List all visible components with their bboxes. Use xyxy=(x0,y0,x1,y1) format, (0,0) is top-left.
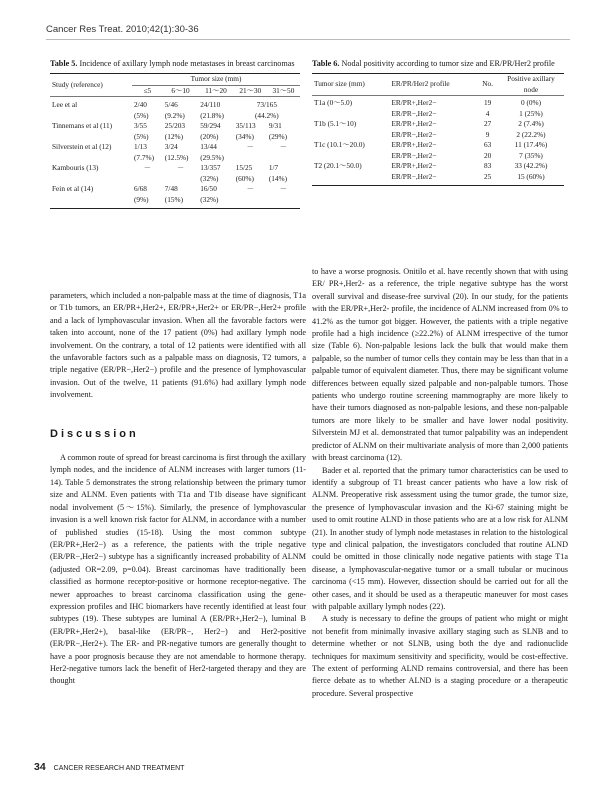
study-name: Lee et al xyxy=(52,100,78,109)
table-5-study-header: Study (reference) xyxy=(50,74,132,97)
table-cell: (9%) xyxy=(132,195,163,209)
table-cell: (32%) xyxy=(198,195,233,209)
table-cell: (34%) xyxy=(235,131,254,141)
table-5-label: Table 5. xyxy=(50,59,78,68)
table-cell: T2 (20.1～50.0) xyxy=(314,161,362,170)
table-cell: (44.2%) xyxy=(254,110,279,120)
body-paragraph: Bader et al. reported that the primary tumor characteristics can be used to identify a subgroup of T1 breast cancer patients who have a low risk of ALNM. Preoperative risk assessment using the tumor grade, the tumor size, the presence of lymphovascular invasion and the Ki-67 staining might be used to omit routine ALND in those patients who are at a low risk for ALNM (21). In another study of lymph node metastases in relation to the histological type and clinical palpation, the investigators concluded that routine ALND could be omitted in those clinically node negative patients with stage T1a disease, a lymphovascular-negative tumor or a small tubular or mucinous carcinoma (<15 mm). However, dissection should be carried out for all the other cases, and it should be used as a therapeutic maneuver for most cases with palpable axillary lymph nodes (22). xyxy=(312,465,568,611)
table-cell: (32%) xyxy=(200,173,219,183)
table-cell: 2 (7.4%) xyxy=(518,119,544,128)
table-cell: (7.7%) xyxy=(133,152,155,162)
table-cell: － xyxy=(143,163,152,172)
table-cell: 83 xyxy=(483,161,492,170)
table-cell: (5%) xyxy=(133,110,149,120)
table-6-header: ER/PR/Her2 profile xyxy=(389,74,477,96)
table-row xyxy=(50,142,300,153)
table-5-tumor-size-header: Tumor size (mm) xyxy=(132,74,300,86)
table-cell: 73/165 xyxy=(256,100,277,109)
table-cell xyxy=(312,172,389,186)
table-cell: (21.8%) xyxy=(200,110,224,120)
table-cell: 35/113 xyxy=(235,121,256,130)
table-6-grid xyxy=(312,73,564,186)
table-cell: 3/55 xyxy=(133,121,147,130)
table-cell: 13/44 xyxy=(200,142,217,151)
table-cell: 5/46 xyxy=(164,100,178,109)
table-row xyxy=(312,140,564,151)
table-5-size-col: 6～10 xyxy=(163,85,198,97)
table-cell: ER/PR−,Her2− xyxy=(391,108,437,118)
table-6-header: Positive axillary node xyxy=(498,74,564,96)
table-cell: － xyxy=(279,142,288,151)
table-6-caption xyxy=(312,58,564,69)
table-row xyxy=(50,184,300,195)
table-cell: 33 (42.2%) xyxy=(514,161,548,170)
table-row xyxy=(50,163,300,174)
table-cell: 63 xyxy=(483,140,492,149)
table-cell: 9 xyxy=(485,129,490,139)
body-paragraph: A study is necessary to define the groups of patient who might or might not benefit from minimally invasive axillary staging such as SLNB and to determine whether or not SLNB, using both the dye and radionuclide techniques for maximum sensitivity and specificity, would be cost-effective. The extent of performing ALND remains controversial, and there has been fierce debate as to whether ALND is a staging procedure or a therapeutic procedure. Several prospective xyxy=(312,614,568,698)
running-title: Cancer Res Treat. 2010;42(1):30-36 xyxy=(46,24,199,35)
table-5-caption-text: Incidence of axillary lymph node metastases in breast carcinomas xyxy=(79,59,295,68)
section-heading: Discussion xyxy=(50,427,139,440)
table-row xyxy=(312,119,564,130)
table-row xyxy=(50,111,300,122)
table-cell: T1c (10.1～20.0) xyxy=(314,140,365,149)
table-cell: 15/25 xyxy=(235,163,253,172)
table-5-caption xyxy=(50,58,300,69)
table-cell: T1b (5.1～10) xyxy=(314,119,357,128)
table-cell: 1/7 xyxy=(268,163,279,172)
table-row xyxy=(50,195,300,209)
table-5-grid xyxy=(50,73,300,209)
table-cell: ER/PR−,Her2− xyxy=(391,150,437,160)
table-cell: (14%) xyxy=(268,173,288,183)
table-row xyxy=(50,153,300,164)
table-cell: (60%) xyxy=(235,173,254,183)
table-cell: 25/203 xyxy=(164,121,186,130)
table-cell: 20 xyxy=(483,150,492,160)
table-cell: － xyxy=(176,163,185,172)
table-row xyxy=(50,174,300,185)
study-name: Silverstein et al (12) xyxy=(52,142,112,151)
table-cell: ER/PR+,Her2− xyxy=(391,98,437,107)
table-cell: 9/31 xyxy=(268,121,282,130)
body-paragraph: to have a worse prognosis. Onitilo et al. have recently shown that with using ER/ PR+,Her2- as a reference, the triple negative subtype has the worst overall survival and disease-free survival (20). In our study, for the patients with the ER/PR+,Her2- profile, the incidence of ALNM increased from 0% to 41.2% as the tumor got bigger. However, the patients with a triple negative profile had a high incidence (≥22.2%) of ALNM irrespective of the tumor size (Table 6). Non-palpable lesions lack the bulk that would make them palpable, so the number of tumor cells they contain may be less than that in a palpable tumor of equivalent diameter. Thus, there may be significant volume differences between equally sized palpable and non-palpable tumors. Those patients who undergo routine screening mammography are more likely to have their tumors diagnosed as non-palpable lesions, and these non-palpable tumors are more likely to be smaller and have lower nodal positivity. Silverstein MJ et al. demonstrated that tumor palpability was an independent predictor of ALNM on their multivariate analysis of more than 2,000 patients with breast carcinoma (12). xyxy=(312,267,568,463)
table-cell: ER/PR+,Her2− xyxy=(391,161,437,170)
table-row xyxy=(312,161,564,172)
table-cell: 15 (60%) xyxy=(498,172,564,186)
table-cell xyxy=(312,130,389,141)
table-6-header: No. xyxy=(477,74,498,96)
table-cell: (5%) xyxy=(133,131,149,141)
table-cell: 4 xyxy=(485,108,490,118)
table-cell: 1/13 xyxy=(133,142,147,151)
table-cell: 24/110 xyxy=(200,100,221,109)
table-cell: ER/PR−,Her2− xyxy=(391,129,437,139)
table-5-size-col: 31～50 xyxy=(267,85,300,97)
table-6-caption-text: Nodal positivity according to tumor size and ER/PR/Her2 profile xyxy=(341,59,555,68)
table-5 xyxy=(50,58,300,209)
table-5-size-col: ≤5 xyxy=(132,85,163,97)
table-row xyxy=(312,109,564,120)
table-cell: 6/68 xyxy=(133,184,147,193)
table-cell: 59/294 xyxy=(200,121,221,130)
table-cell: 16/50 xyxy=(200,184,217,193)
body-paragraph: parameters, which included a non-palpable mass at the time of diagnosis, T1a or T1b tumors, an ER/PR+,Her2+, ER/PR+,Her2+ or ER/PR−,Her2+ profile and a lack of lymphovascular invasion. When all the favorable factors were taken into account, none of the 17 patient (0%) had axillary lymph node involvement. On the contrary, a total of 12 patients were identified with all the unfavorable factors such as a palpable mass on diagnosis, T2 tumors, a triple negative (ER/PR−,Her2−) profile and the presence of lymphovascular invasion. Out of the twelve, 11 patients (91.6%) had axillary lymph node involvement. xyxy=(50,291,306,400)
table-cell: 27 xyxy=(483,119,492,128)
table-cell: ER/PR+,Her2− xyxy=(391,119,437,128)
table-cell: 19 xyxy=(483,98,492,107)
page-number: 34 xyxy=(34,761,46,773)
body-paragraph: A common route of spread for breast carcinoma is first through the axillary lymph nodes, and the incidence of ALNM increases with larger tumors (11-14). Table 5 demonstrates the strong relationship between the primary tumor size and ALNM. Even patients with T1a and T1b disease have significant nodal involvement (5～15%). Similarly, the presence of lymphovascular invasion is a well known risk factor for ALNM, in accordance with a number of published studies (15-18). Using the most common subtype (ER/PR+,Her2−) as a reference, the patients with the triple negative (ER/PR−,Her2−) subtype has a significantly increased probability of ALNM (adjusted OR=2.09, p=0.04). Breast carcinomas have traditionally been classified as hormone receptor-positive or hormone receptor-negative. The newer approaches to breast carcinoma classification using the gene-expression profiles and IHC biomarkers have recently identified at least four subtypes (19). These subtypes are luminal A (ER/PR+,Her2−), luminal B (ER/PR+,Her2+), basal-like (ER/PR−, Her2−) and Her2-positive (ER/PR−,Her2+). The ER- and PR-negative tumors are generally thought to have a poor prognosis because they are not amendable to hormone therapy. Her2-negative tumors lack the benefit of Her2-targeted therapy and they are thought xyxy=(50,453,307,686)
table-cell: － xyxy=(279,184,288,193)
table-cell: 2/40 xyxy=(133,100,147,109)
table-cell: 3/24 xyxy=(164,142,178,151)
table-cell: 7/48 xyxy=(164,184,178,193)
table-cell: 13/357 xyxy=(200,163,221,172)
table-6-header: Tumor size (mm) xyxy=(312,74,389,96)
table-cell: 2 (22.2%) xyxy=(516,129,546,139)
table-cell: 7 (35%) xyxy=(519,150,543,160)
table-cell: (20%) xyxy=(200,131,219,141)
table-cell: (12.5%) xyxy=(164,152,189,162)
study-name: Kambouris (13) xyxy=(52,163,99,172)
table-cell: － xyxy=(246,142,254,151)
table-cell: 25 xyxy=(477,172,498,186)
table-cell xyxy=(312,151,389,162)
journal-name: CANCER RESEARCH AND TREATMENT xyxy=(53,765,185,772)
table-6-label: Table 6. xyxy=(312,59,340,68)
table-row xyxy=(50,132,300,143)
table-row xyxy=(312,130,564,141)
table-cell xyxy=(312,109,389,120)
running-header xyxy=(46,24,570,40)
right-column xyxy=(312,266,568,700)
table-cell: 1 (25%) xyxy=(519,108,543,118)
table-cell: ER/PR−,Her2− xyxy=(389,172,477,186)
table-cell: (15%) xyxy=(163,195,198,209)
table-5-size-col: 21～30 xyxy=(234,85,267,97)
table-cell: ER/PR+,Her2− xyxy=(391,140,437,149)
table-cell: (12%) xyxy=(164,131,184,141)
table-cell: － xyxy=(246,184,254,193)
table-cell: (9.2%) xyxy=(164,110,185,120)
left-column xyxy=(50,290,306,688)
table-5-size-col: 11～20 xyxy=(198,85,233,97)
table-row xyxy=(50,97,300,111)
table-row xyxy=(312,172,564,186)
table-cell: 11 (17.4%) xyxy=(514,140,548,149)
table-6 xyxy=(312,58,564,186)
table-row xyxy=(50,121,300,132)
page-footer xyxy=(34,761,184,773)
table-row xyxy=(312,151,564,162)
table-row xyxy=(312,96,564,109)
table-cell: 0 (0%) xyxy=(520,98,542,107)
study-name: Fein et al (14) xyxy=(52,184,94,193)
table-cell: (29.5%) xyxy=(200,152,224,162)
table-cell: T1a (0～5.0) xyxy=(314,98,353,107)
study-name: Tinnemans et al (11) xyxy=(52,121,113,130)
table-cell: (29%) xyxy=(268,131,288,141)
